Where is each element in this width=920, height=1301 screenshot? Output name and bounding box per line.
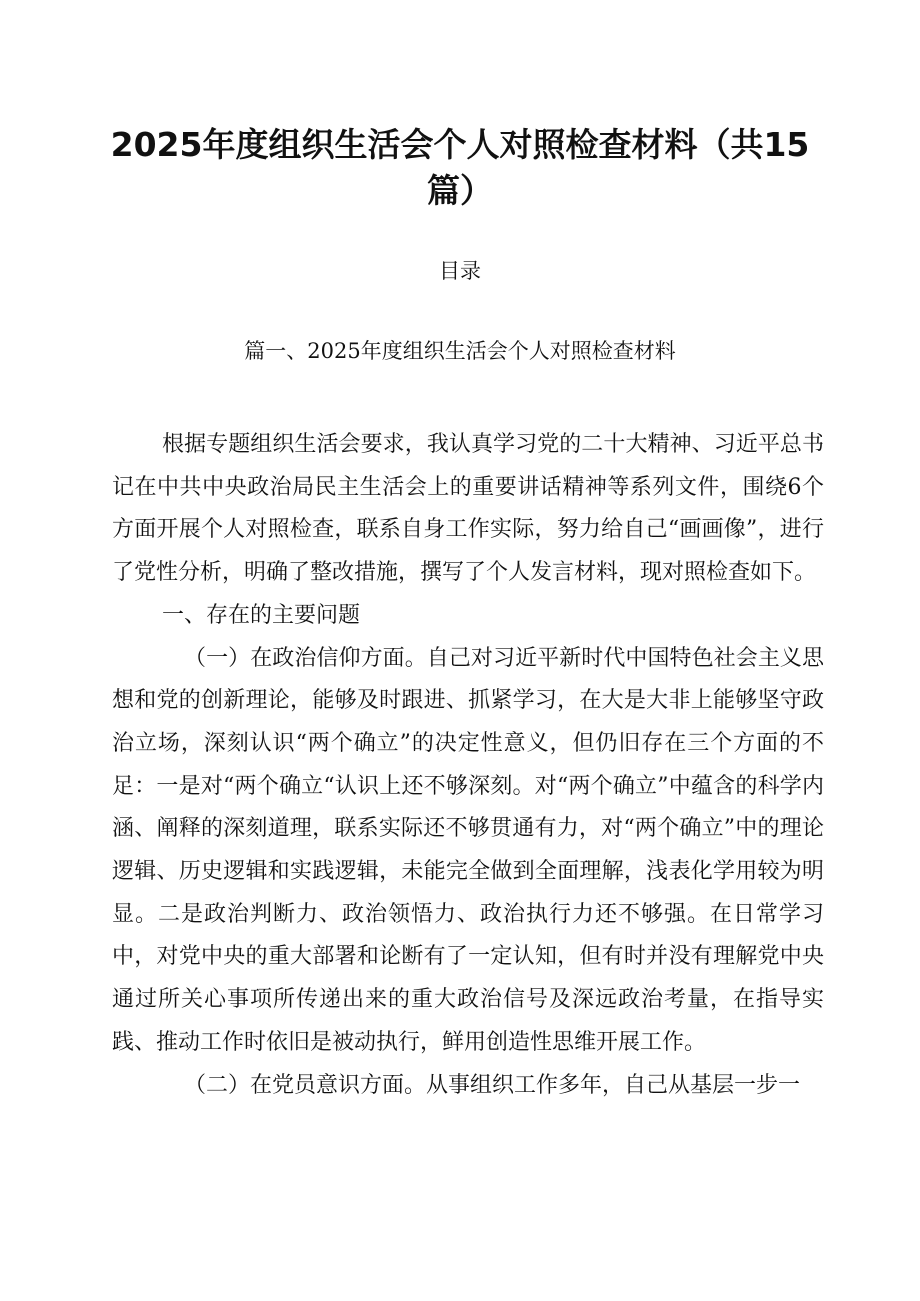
section-heading: 一、存在的主要问题	[162, 602, 361, 628]
body-paragraph: 根据专题组织生活会要求，我认真学习党的二十大精神、习近平总书记在中共中央政治局民主生活会上的重要讲话精神等系列文件，围绕6个方面开展个人对照检查，联系自身工作实际，努力给自己“画画像”，进行了党性分析，明确了整改措施，撰写了个人发言材料，现对照检查如下。	[112, 432, 824, 586]
body-paragraph: （二）在党员意识方面。从事组织工作多年，自己从基层一步一	[184, 1072, 801, 1098]
body-paragraph: （一）在政治信仰方面。自己对习近平新时代中国特色社会主义思想和党的创新理论，能够及时跟进、抓紧学习，在大是大非上能够坚守政治立场，深刻认识“两个确立”的决定性意义，但仍旧存在三个方面的不足：一是对“两个确立“认识上还不够深刻。对“两个确立”中蕴含的科学内涵、阐释的深刻道理，联系实际还不够贯通有力，对“两个确立”中的理论逻辑、历史逻辑和实践逻辑，未能完全做到全面理解，浅表化学用较为明显。二是政治判断力、政治领悟力、政治执行力还不够强。在日常学习中，对党中央的重大部署和论断有了一定认知，但有时并没有理解党中央通过所关心事项所传递出来的重大政治信号及深远政治考量，在指导实践、推动工作时依旧是被动执行，鲜用创造性思维开展工作。	[112, 645, 824, 1055]
document-body	[112, 424, 824, 1107]
toc-label: 目录	[439, 259, 481, 283]
toc-entry: 篇一、2025年度组织生活会个人对照检查材料	[244, 339, 676, 363]
document-title: 2025年度组织生活会个人对照检查材料（共15篇）	[110, 125, 810, 210]
